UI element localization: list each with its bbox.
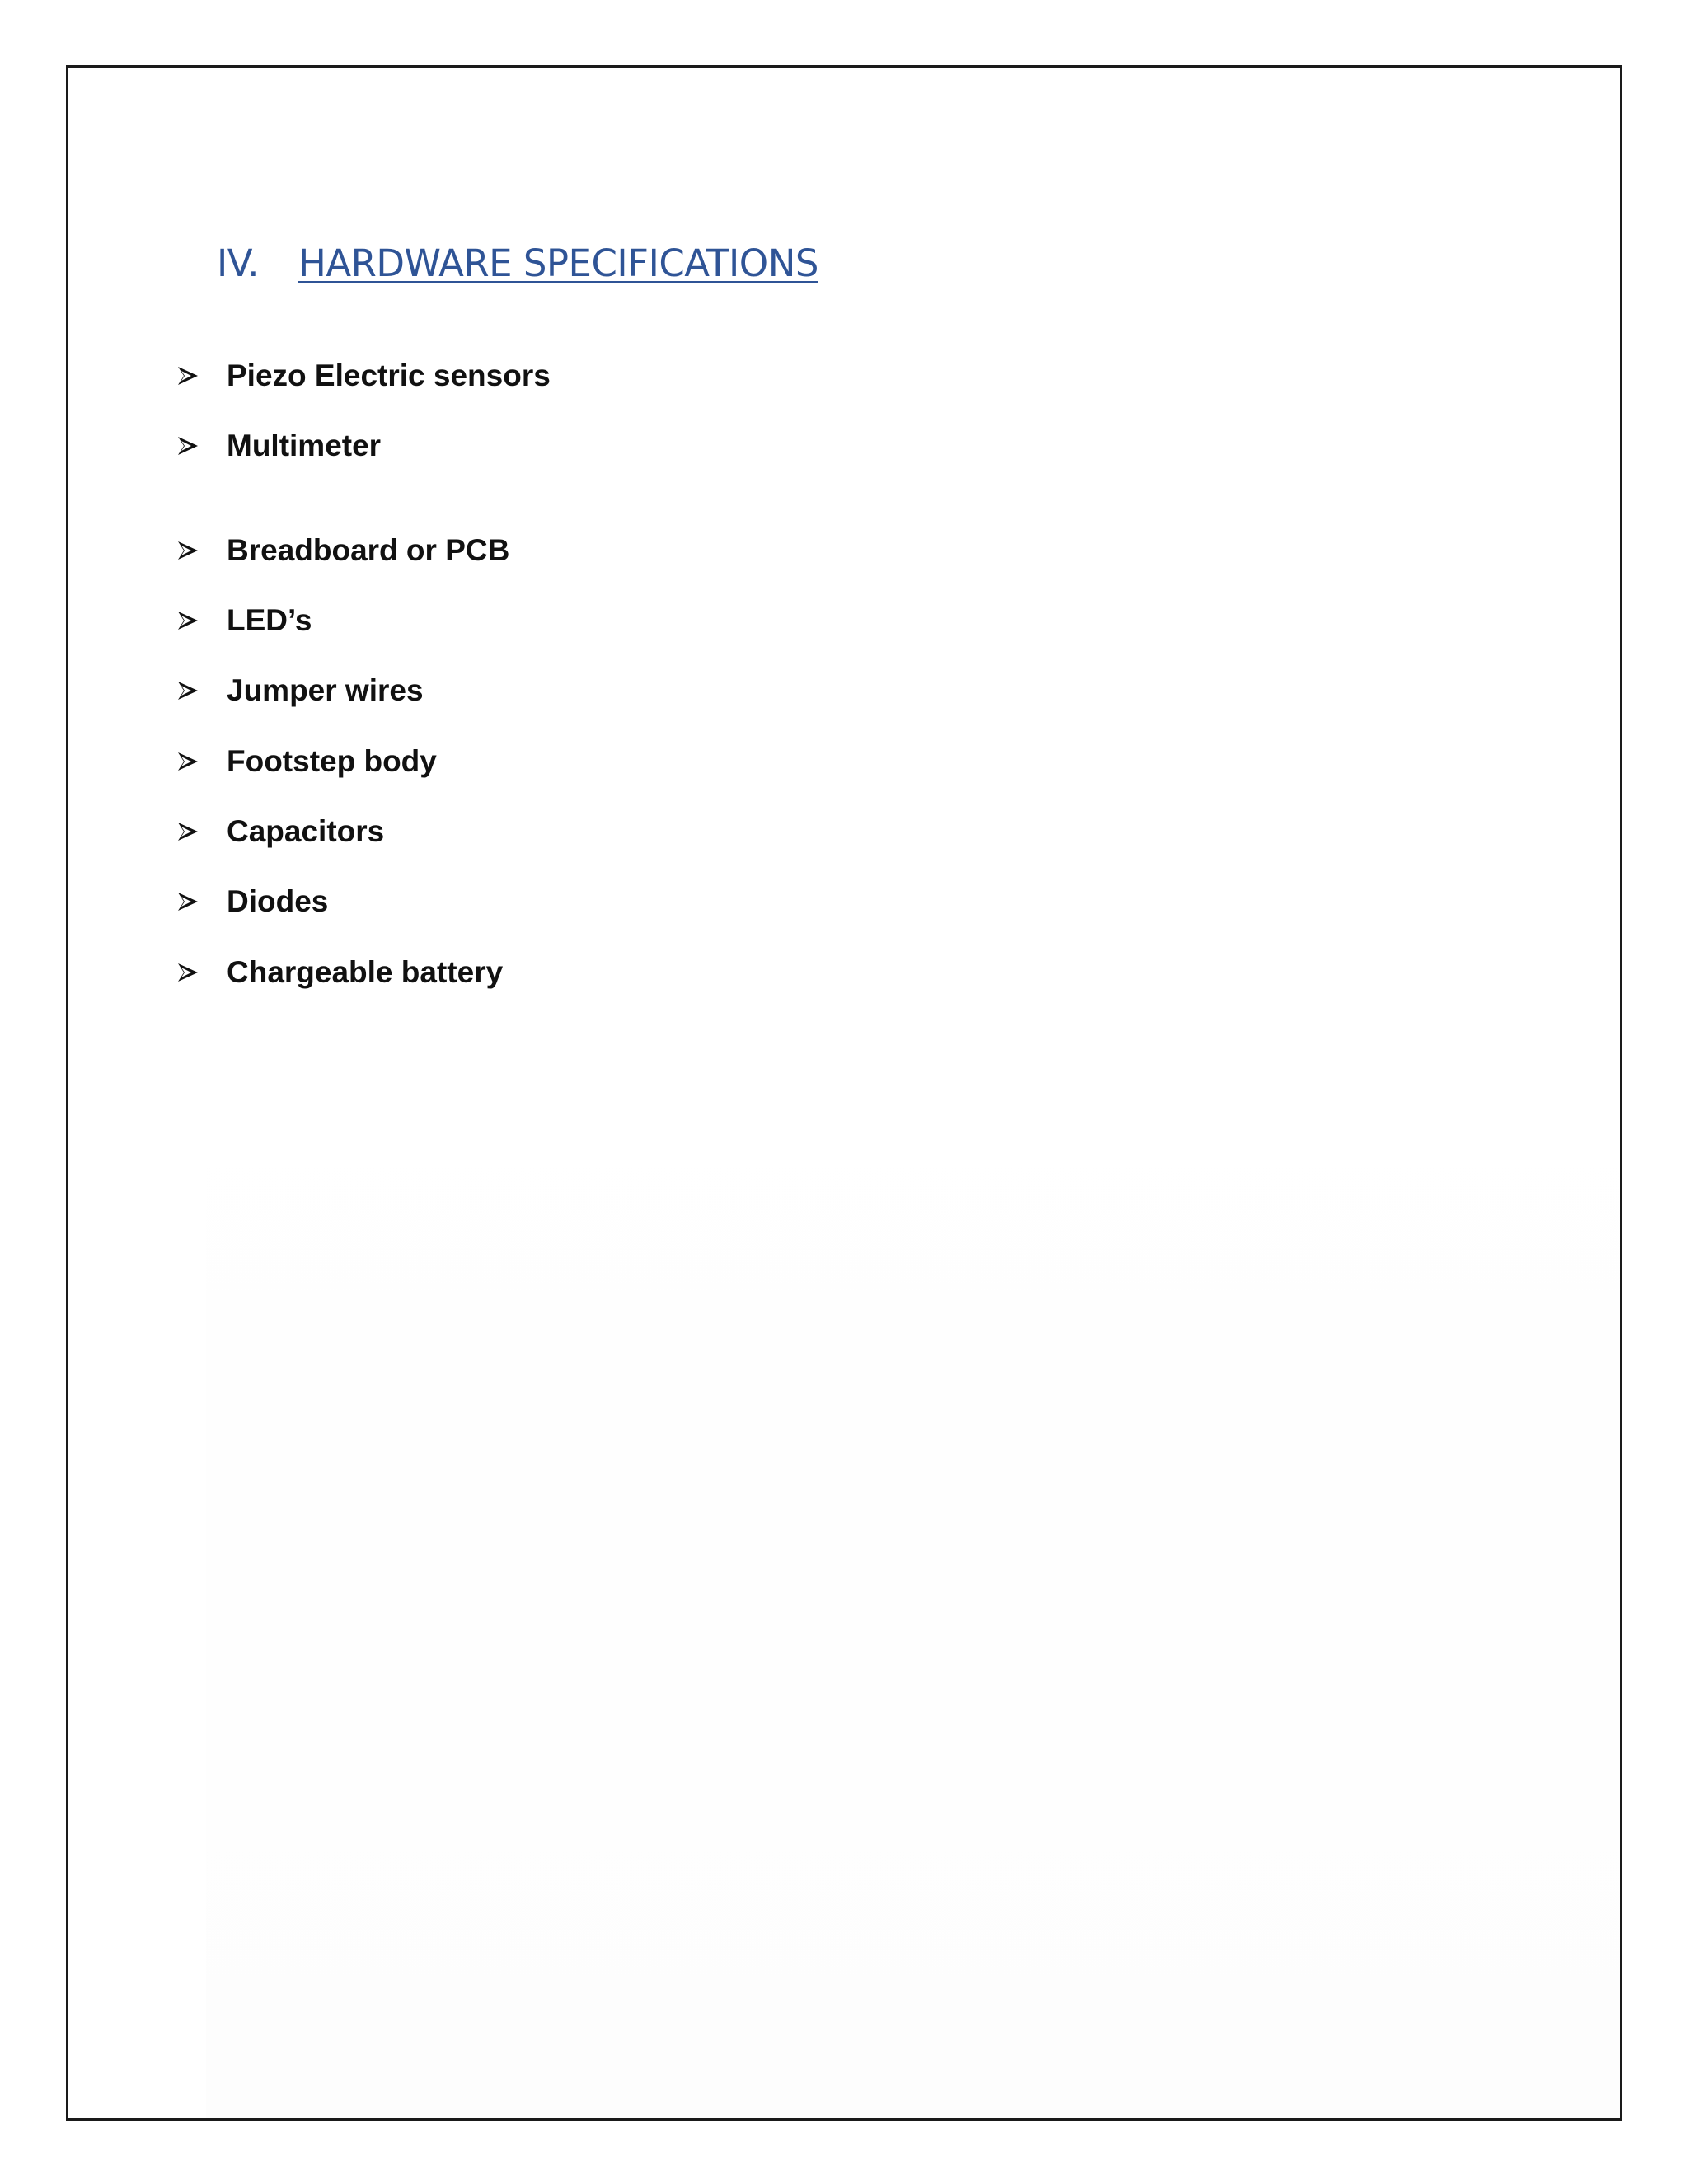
list-item xyxy=(176,741,437,782)
arrowhead-bullet-icon xyxy=(176,425,227,466)
section-title: HARDWARE SPECIFICATIONS xyxy=(298,241,818,285)
arrowhead-bullet-icon xyxy=(176,741,227,782)
list-item xyxy=(176,600,312,641)
arrowhead-bullet-icon xyxy=(176,881,227,922)
section-heading xyxy=(217,241,818,299)
list-item xyxy=(176,670,424,711)
section-number: IV. xyxy=(217,241,260,285)
page-shade xyxy=(206,1022,1620,2118)
list-item-label: Multimeter xyxy=(227,429,382,462)
list-item xyxy=(176,952,503,993)
arrowhead-bullet-icon xyxy=(176,355,227,396)
list-item xyxy=(176,355,551,396)
list-item xyxy=(176,425,381,466)
arrowhead-bullet-icon xyxy=(176,811,227,852)
list-item-label: Capacitors xyxy=(227,814,385,848)
list-item xyxy=(176,530,509,571)
list-item-label: Breadboard or PCB xyxy=(227,533,510,567)
list-item-label: LED’s xyxy=(227,603,312,637)
arrowhead-bullet-icon xyxy=(176,530,227,571)
list-item xyxy=(176,811,384,852)
list-item xyxy=(176,881,328,922)
arrowhead-bullet-icon xyxy=(176,670,227,711)
arrowhead-bullet-icon xyxy=(176,952,227,993)
list-item-label: Piezo Electric sensors xyxy=(227,359,551,392)
list-item-label: Footstep body xyxy=(227,744,437,778)
list-item-label: Diodes xyxy=(227,884,329,918)
arrowhead-bullet-icon xyxy=(176,600,227,641)
list-item-label: Jumper wires xyxy=(227,673,424,707)
list-item-label: Chargeable battery xyxy=(227,955,504,989)
